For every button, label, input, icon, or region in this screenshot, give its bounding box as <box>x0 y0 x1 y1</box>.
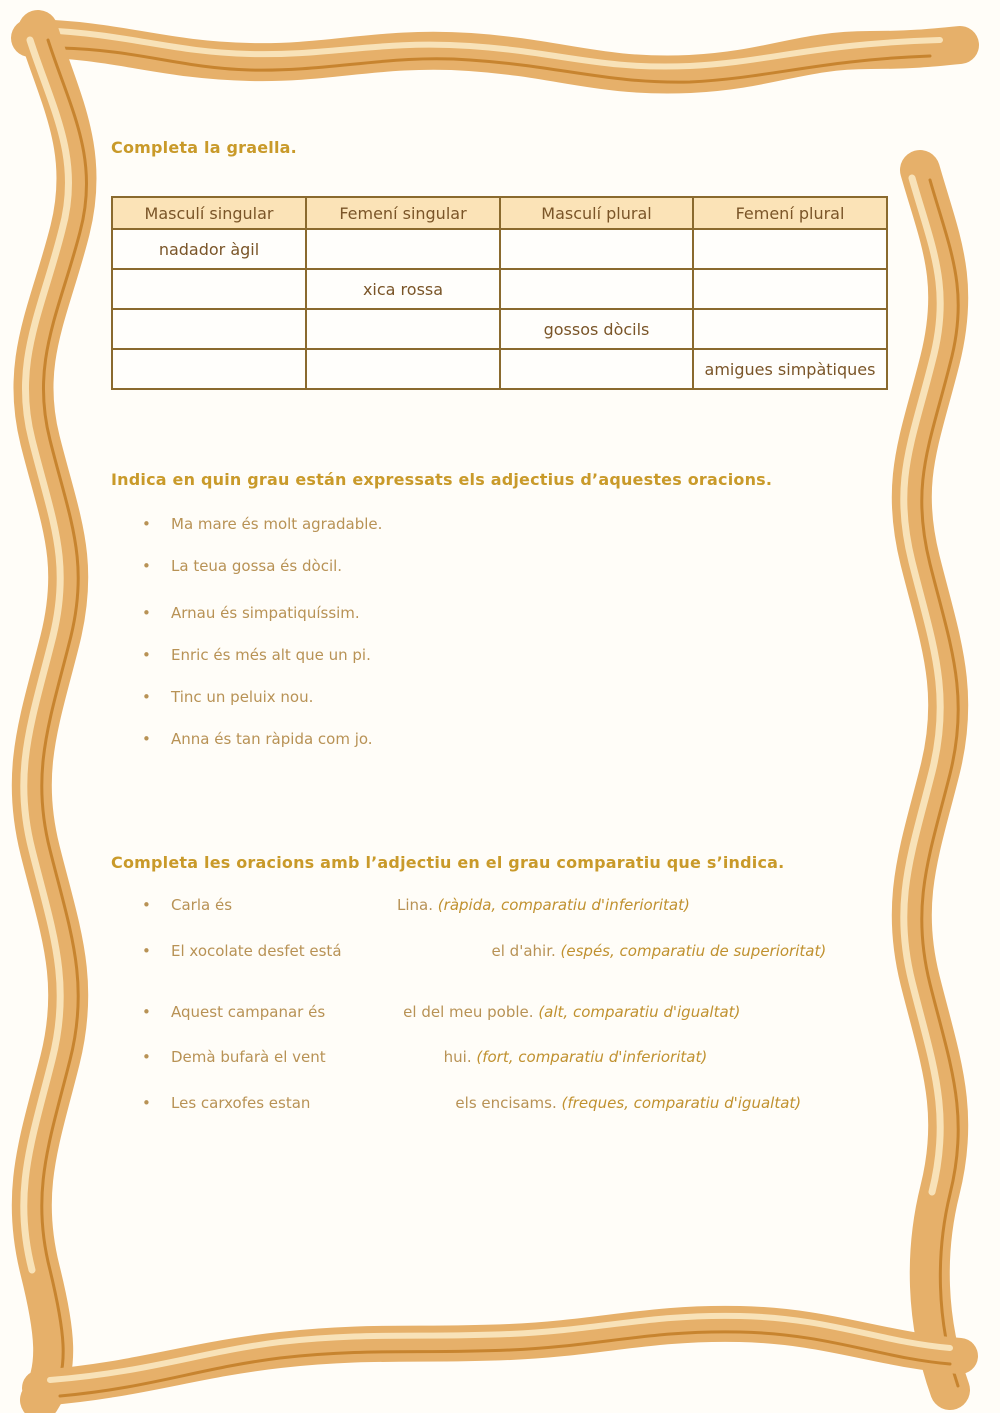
sentence-text: Tinc un peluix nou. <box>171 688 314 706</box>
grade-hint: (alt, comparatiu d'igualtat) <box>538 1003 741 1021</box>
table-header-row <box>112 197 887 229</box>
table-row <box>112 349 887 389</box>
table-row <box>112 269 887 309</box>
bullet-icon: • <box>142 688 151 706</box>
frame-left-border <box>32 30 77 1400</box>
table-cell: xica rossa <box>306 269 500 309</box>
table-cell-blank[interactable] <box>306 229 500 269</box>
sentence-text: Ma mare és molt agradable. <box>171 515 383 533</box>
header-feminine-singular: Femení singular <box>306 197 500 229</box>
table-cell-blank[interactable] <box>500 349 693 389</box>
sentence-text: Enric és més alt que un pi. <box>171 646 371 664</box>
sentence-text <box>171 896 877 915</box>
adjective-grid-table <box>111 196 888 390</box>
grade-hint: (fort, comparatiu d'inferioritat) <box>476 1048 708 1066</box>
table-row <box>112 229 887 269</box>
section1-heading: Completa la graella. <box>111 138 297 157</box>
sentence-end: hui. <box>443 1048 472 1066</box>
bullet-icon: • <box>142 646 151 664</box>
section2-heading: Indica en quin grau están expressats els adjectius d’aquestes oracions. <box>111 470 773 489</box>
bullet-icon: • <box>142 942 151 960</box>
section3-heading: Completa les oracions amb l’adjectiu en el grau comparatiu que s’indica. <box>111 853 785 872</box>
table-cell-blank[interactable] <box>112 269 306 309</box>
grade-hint: (ràpida, comparatiu d'inferioritat) <box>437 896 690 914</box>
sentence-start: Demà bufarà el vent <box>171 1048 326 1066</box>
bullet-icon: • <box>142 557 151 575</box>
bullet-icon: • <box>142 1094 151 1112</box>
sentence-end: els encisams. <box>455 1094 557 1112</box>
table-cell: nadador àgil <box>112 229 306 269</box>
bullet-icon: • <box>142 1048 151 1066</box>
sentence-text <box>171 1094 877 1113</box>
table-cell-blank[interactable] <box>306 309 500 349</box>
table-cell-blank[interactable] <box>693 269 887 309</box>
table-cell-blank[interactable] <box>112 349 306 389</box>
sentence-end: el d'ahir. <box>491 942 556 960</box>
grade-hint: (freques, comparatiu d'igualtat) <box>561 1094 802 1112</box>
header-masculine-plural: Masculí plural <box>500 197 693 229</box>
header-feminine-plural: Femení plural <box>693 197 887 229</box>
bullet-icon: • <box>142 1003 151 1021</box>
sentence-start: El xocolate desfet está <box>171 942 342 960</box>
table-cell-blank[interactable] <box>500 269 693 309</box>
sentence-start: Carla és <box>171 896 233 914</box>
sentence-text: Anna és tan ràpida com jo. <box>171 730 373 748</box>
sentence-end: el del meu poble. <box>403 1003 534 1021</box>
table-cell: amigues simpàtiques <box>693 349 887 389</box>
bullet-icon: • <box>142 730 151 748</box>
header-masculine-singular: Masculí singular <box>112 197 306 229</box>
sentence-start: Aquest campanar és <box>171 1003 326 1021</box>
sentence-start: Les carxofes estan <box>171 1094 311 1112</box>
sentence-text <box>171 1003 877 1022</box>
sentence-text <box>171 1048 877 1067</box>
sentence-text <box>171 942 877 961</box>
grade-hint: (espés, comparatiu de superioritat) <box>560 942 827 960</box>
table-cell-blank[interactable] <box>693 309 887 349</box>
bullet-icon: • <box>142 515 151 533</box>
sentence-text: Arnau és simpatiquíssim. <box>171 604 360 622</box>
bullet-icon: • <box>142 604 151 622</box>
table-cell-blank[interactable] <box>306 349 500 389</box>
table-cell-blank[interactable] <box>500 229 693 269</box>
sentence-end: Lina. <box>397 896 434 914</box>
table-row <box>112 309 887 349</box>
sentence-text: La teua gossa és dòcil. <box>171 557 343 575</box>
table-cell-blank[interactable] <box>693 229 887 269</box>
bullet-icon: • <box>142 896 151 914</box>
table-cell: gossos dòcils <box>500 309 693 349</box>
table-cell-blank[interactable] <box>112 309 306 349</box>
